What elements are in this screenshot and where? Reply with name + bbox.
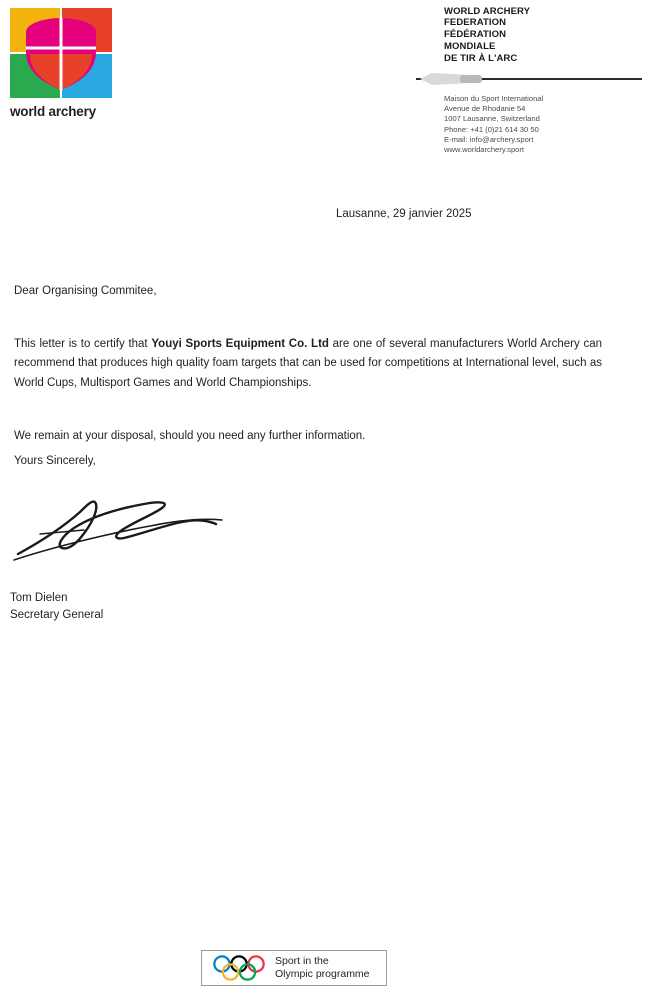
logo-wordmark: world archery (10, 104, 96, 119)
logo-shield-icon (26, 18, 96, 90)
world-archery-logo (10, 8, 120, 119)
address-line-3: 1007 Lausanne, Switzerland (444, 114, 540, 124)
olympic-programme-badge (201, 950, 387, 986)
signature-image (10, 482, 240, 572)
letter-closing: Yours Sincerely, (14, 455, 96, 467)
address-block (444, 94, 644, 155)
federation-name-en-line2: FEDERATION (444, 17, 507, 28)
olympic-programme-line1: Sport in the (275, 955, 329, 967)
federation-name-fr-line3: DE TIR À L'ARC (444, 53, 518, 64)
paragraph-1-lead: This letter is to certify that (14, 337, 152, 350)
olympic-programme-line2: Olympic programme (275, 968, 370, 980)
address-line-2: Avenue de Rhodanie 54 (444, 104, 526, 114)
address-line-6: www.worldarchery.sport (444, 145, 525, 155)
arrow-graphic (416, 69, 646, 89)
letter-paragraph-2: We remain at your disposal, should you need any further information. (14, 429, 366, 442)
olympic-programme-text (275, 955, 370, 981)
federation-name-fr-line1: FÉDÉRATION (444, 29, 507, 40)
address-line-1: Maison du Sport International (444, 94, 544, 103)
olympic-rings-icon (210, 955, 268, 981)
federation-name-en-line1: WORLD ARCHERY (444, 6, 531, 17)
arrow-nock-icon (460, 75, 482, 83)
world-archery-logo-mark (10, 8, 114, 100)
letter-paragraph-1 (14, 335, 602, 394)
signature-block (10, 590, 103, 624)
signer-name: Tom Dielen (10, 592, 68, 604)
address-line-4: Phone: +41 (0)21 614 30 50 (444, 124, 539, 134)
company-name: Youyi Sports Equipment Co. Ltd (151, 337, 329, 350)
federation-name-fr-line2: MONDIALE (444, 41, 496, 52)
signer-title: Secretary General (10, 609, 104, 621)
letterhead-right (444, 6, 644, 155)
letter-salutation: Dear Organising Commitee, (14, 285, 157, 297)
paragraph-1-rest: are one of several manufacturers World Archery can recommend that produces high quality foam targets that can be used for competitions at International level, such as World Cups, Multisport Games and World Championships. (14, 337, 603, 389)
address-line-5: E-mail: info@archery.sport (444, 134, 534, 144)
letter-date: Lausanne, 29 janvier 2025 (336, 208, 472, 220)
